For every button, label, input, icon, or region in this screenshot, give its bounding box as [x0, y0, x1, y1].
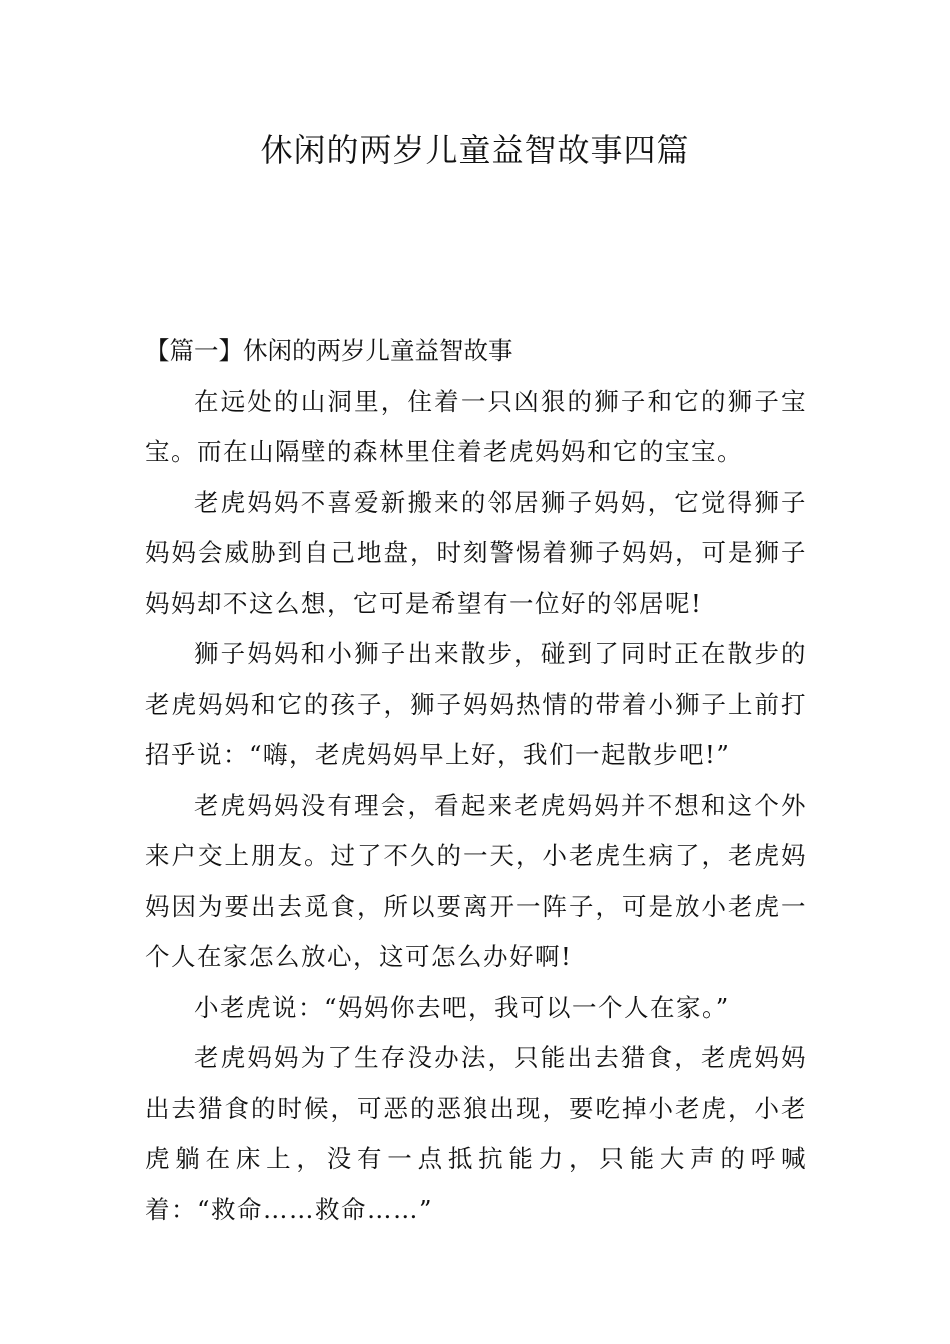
paragraph-2: 老虎妈妈不喜爱新搬来的邻居狮子妈妈，它觉得狮子妈妈会威胁到自己地盘，时刻警惕着狮子妈妈，可是狮子妈妈却不这么想，它可是希望有一位好的邻居呢!	[145, 487, 807, 618]
document-body	[145, 326, 807, 1235]
paragraph-1: 在远处的山洞里，住着一只凶狠的狮子和它的狮子宝宝。而在山隔壁的森林里住着老虎妈妈和它的宝宝。	[145, 386, 807, 466]
paragraph-6: 老虎妈妈为了生存没办法，只能出去猎食，老虎妈妈出去猎食的时候，可恶的恶狼出现，要吃掉小老虎，小老虎躺在床上，没有一点抵抗能力，只能大声的呼喊着：“救命……救命……”	[145, 1043, 807, 1224]
paragraph-5: 小老虎说：“妈妈你去吧，我可以一个人在家。”	[194, 992, 730, 1022]
paragraph-4: 老虎妈妈没有理会，看起来老虎妈妈并不想和这个外来户交上朋友。过了不久的一天，小老虎生病了，老虎妈妈因为要出去觅食，所以要离开一阵子，可是放小老虎一个人在家怎么放心，这可怎么办好啊!	[145, 790, 807, 971]
section-heading: 【篇一】休闲的两岁儿童益智故事	[145, 336, 513, 365]
document-title: 休闲的两岁儿童益智故事四篇	[260, 131, 690, 169]
paragraph-3: 狮子妈妈和小狮子出来散步，碰到了同时正在散步的老虎妈妈和它的孩子，狮子妈妈热情的带着小狮子上前打招乎说：“嗨，老虎妈妈早上好，我们一起散步吧!”	[145, 639, 807, 769]
